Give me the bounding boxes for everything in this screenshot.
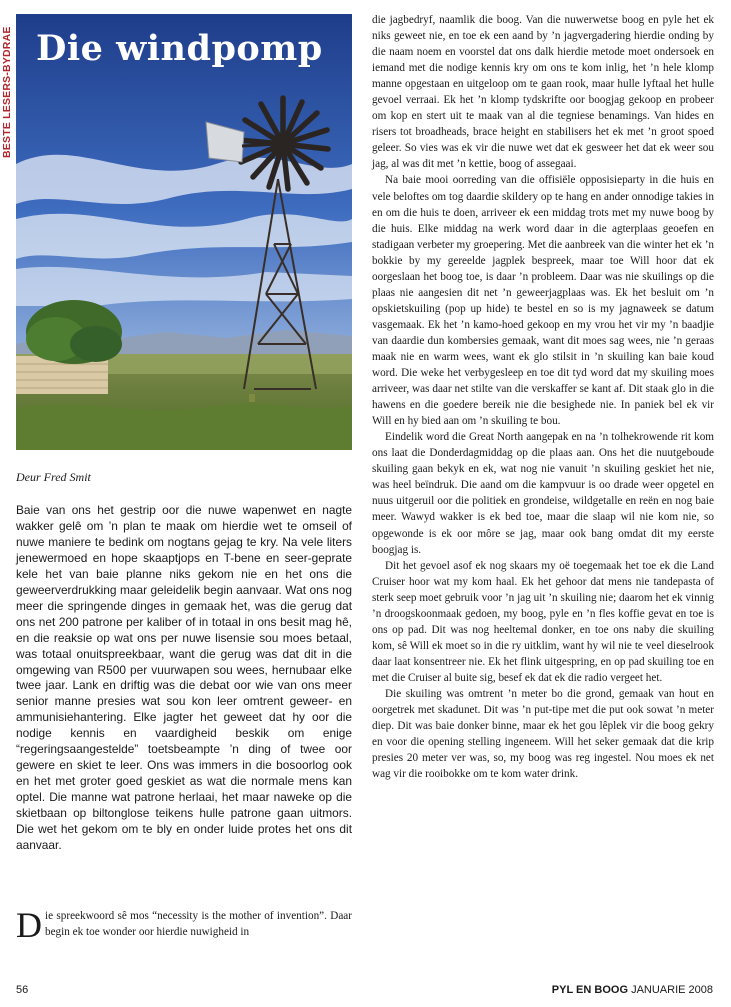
drop-cap: D	[16, 905, 42, 945]
photo-credit: PHOTO: SA TOURISM	[352, 345, 364, 454]
body-paragraph: Dit het gevoel asof ek nog skaars my oë toegemaak het toe ek die Land Cruiser hoor wat my kom haal. Ek het gehoor dat mens nie tandepasta of sterk seep moet gebruik voor ’n jag uit ’n skuiling nie; daarom het ek vinnig ’n droogskoonmaak gedoen, my boog, pyle en ’n fles koffie gevat en toe is ons op pad. Dit was nog heeltemal donker, en toe ons naby die skuiling kom, sê Will ek moet so in die ry uitklim, want hy wil nie te veel dieselrook daar laat konsentreer nie. Ek het flink uitgespring, en op pad skuiling toe en met die Cruiser al buite sig, besef ek dat ek die radio vergeet het.	[372, 559, 714, 684]
body-paragraph: Eindelik word die Great North aangepak en na ’n tolhekrowende rit kom ons laat die Donderdagmiddag op die plaas aan. Ons het die nuutgeboude skuiling gaan bekyk en ek, wat nog nie vanuit ’n skuiling geskiet het nie, was heel beïndruk. Die aand om die kampvuur is oo drade weer opgetel en nuus uitgeruil oor die politiek en grondeise, wildgetalle en reën en nog baie meer. Wawyd wakker is ek bed toe, maar die slaap wil nie kom nie, so opgewonde is ek oor môre se jag, maar ook bang omdat dit my eerste boogjag is.	[372, 431, 714, 556]
intro-paragraph: Baie van ons het gestrip oor die nuwe wapenwet en nagte wakker gelê om ’n plan te maak om hierdie wet te omseil of nuwe maniere te bedink om nogtans gejag te kry. Na vele liters jenewermoed en hope skaaptjops en T-bene en seer-geprate kele het van baie planne niks gekom nie en het ons die geweerverdrukking maar geleidelik begin aanvaar. Wat ons nog meer die springende dinges in gemaak het, was die gerug dat ons net 200 patrone per kaliber of in totaal in ons besit mag hê, en die reaksie op wat ons per nuwe lisensie sou moes betaal, was totaal onuitspreekbaar, want die gerug was dat dit in die omgewing van R500 per vuurwapen sou wees, hernubaar elke twee jaar. Lank en driftig was die debat oor wie van ons meer senior manne presies wat sou kon leer omtrent geweer- en ammunisiehantering. Elke jagter het geweet dat hy oor die nodige kennis en vaardigheid beskik om enige “regeringsaangestelde” toetsbeampte ’n ding of twee oor gewere en skiet te leer. Ons was immers in die bosoorlog ook en het met groter goed geskiet as wat die normale mens kan optel. Die manne wat patrone herlaai, het maar naweke op die skietbaan op biltonglose teikens hulle patrone gaan uitmors. Die wet het gekom om te bly en onder luide protes het ons dit aanvaar.	[16, 503, 352, 853]
body-paragraph: die jagbedryf, naamlik die boog. Van die nuwerwetse boog en pyle het ek niks geweet nie, en toe ek een aand by ’n jagvergadering hierdie onding by die naam noem en voorstel dat ons dalk hierdie metode moet ondersoek en iemand met die nodige kennis kry om ons te kom inlig, het ’n hele klomp manne opgestaan en uitgeloop om te gaan rook, maar hulle lyftaal het hulle gevoel verraai. Ek het ’n klomp tydskrifte oor boogjag gekoop en probeer om kop en stert uit te maak van al die tegniese benamings. Van hides en risers tot broadheads, brace height en stabilisers het ek met ’n groot spoed geleer. So vies was ek vir die nuwe wet dat ek gesweer het dat ek weer sou jag, al was dit met ’n kettie, boog of assegaai.	[372, 14, 714, 171]
issue-date: JANUARIE 2008	[631, 984, 713, 996]
windmill-landscape-image	[16, 14, 352, 450]
byline: Deur Fred Smit	[16, 470, 91, 484]
body-paragraph: Die skuiling was omtrent ’n meter bo die grond, gemaak van hout en oorgetrek met skadunet. Dit was ’n put-tipe met die put ook sowat ’n meter diep. Dit was baie donker binne, maar ek het gou lêplek vir die boog gekry en voor die opening stelling ingeneem. Will het seker gemaak dat die krip presies 20 meter ver was, so, my boog was reg ingestel. Nou moes ek net wag vir die rooibokke om te kom water drink.	[372, 687, 714, 781]
column-two	[372, 12, 714, 782]
magazine-name: PYL EN BOOG	[551, 984, 628, 996]
windmill-photo	[16, 14, 364, 454]
column-one-body	[16, 905, 352, 945]
magazine-footer	[552, 984, 713, 996]
page-number: 56	[16, 984, 29, 996]
section-label: BESTE LESERS-BYDRAE	[1, 26, 13, 158]
column-one-text: ie spreekwoord sê mos “necessity is the mother of invention”. Daar begin ek toe wonder oor hierdie nuwigheid in	[45, 910, 352, 939]
body-paragraph: Na baie mooi oorreding van die offisiële opposisieparty in die huis en vele beloftes om tog daardie skildery op te hang en ander onnodige takies in en om die huis te doen, arriveer ek een middag trots met my nuwe boog by die huis. Elke middag na werk word daar in die agterplaas geoefen en stadigaan verbeter my groepering. Met die aanbreek van die winter het ek ’n bokkie by my gereelde jagplek bespreek, maar toe Will hoor dat ek oorgeslaan het boog toe, is daar ’n probleem. Daar was nie skuilings op die plaas nie aangesien dit net ’n geweerjagplaas was. Ek het besluit om ’n opskietskuiling (pop up hide) te bestel en so is my jagnaweek se datum vasgemaak. Ek het ’n kamo-hoed gekoop en my vrou het vir my ’n baadjie van daardie dun kombersies gemaak, want dit moes sag wees, nie ’n geraas maak nie en warm wees, want ek glo stilsit in ’n skuiling kan baie koud word. Die weke het verbygesleep en toe dit tyd word dat my skuiling moes arriveer, was daar net stilte van die verskaffer se kant af. Dit staak glo in die hawens en die goedere bereik nie die besighede nie. In paniek bel ek vir Will en hy bied aan om ’n skuiling te bou.	[372, 174, 715, 428]
article-title: Die windpomp	[36, 28, 323, 69]
